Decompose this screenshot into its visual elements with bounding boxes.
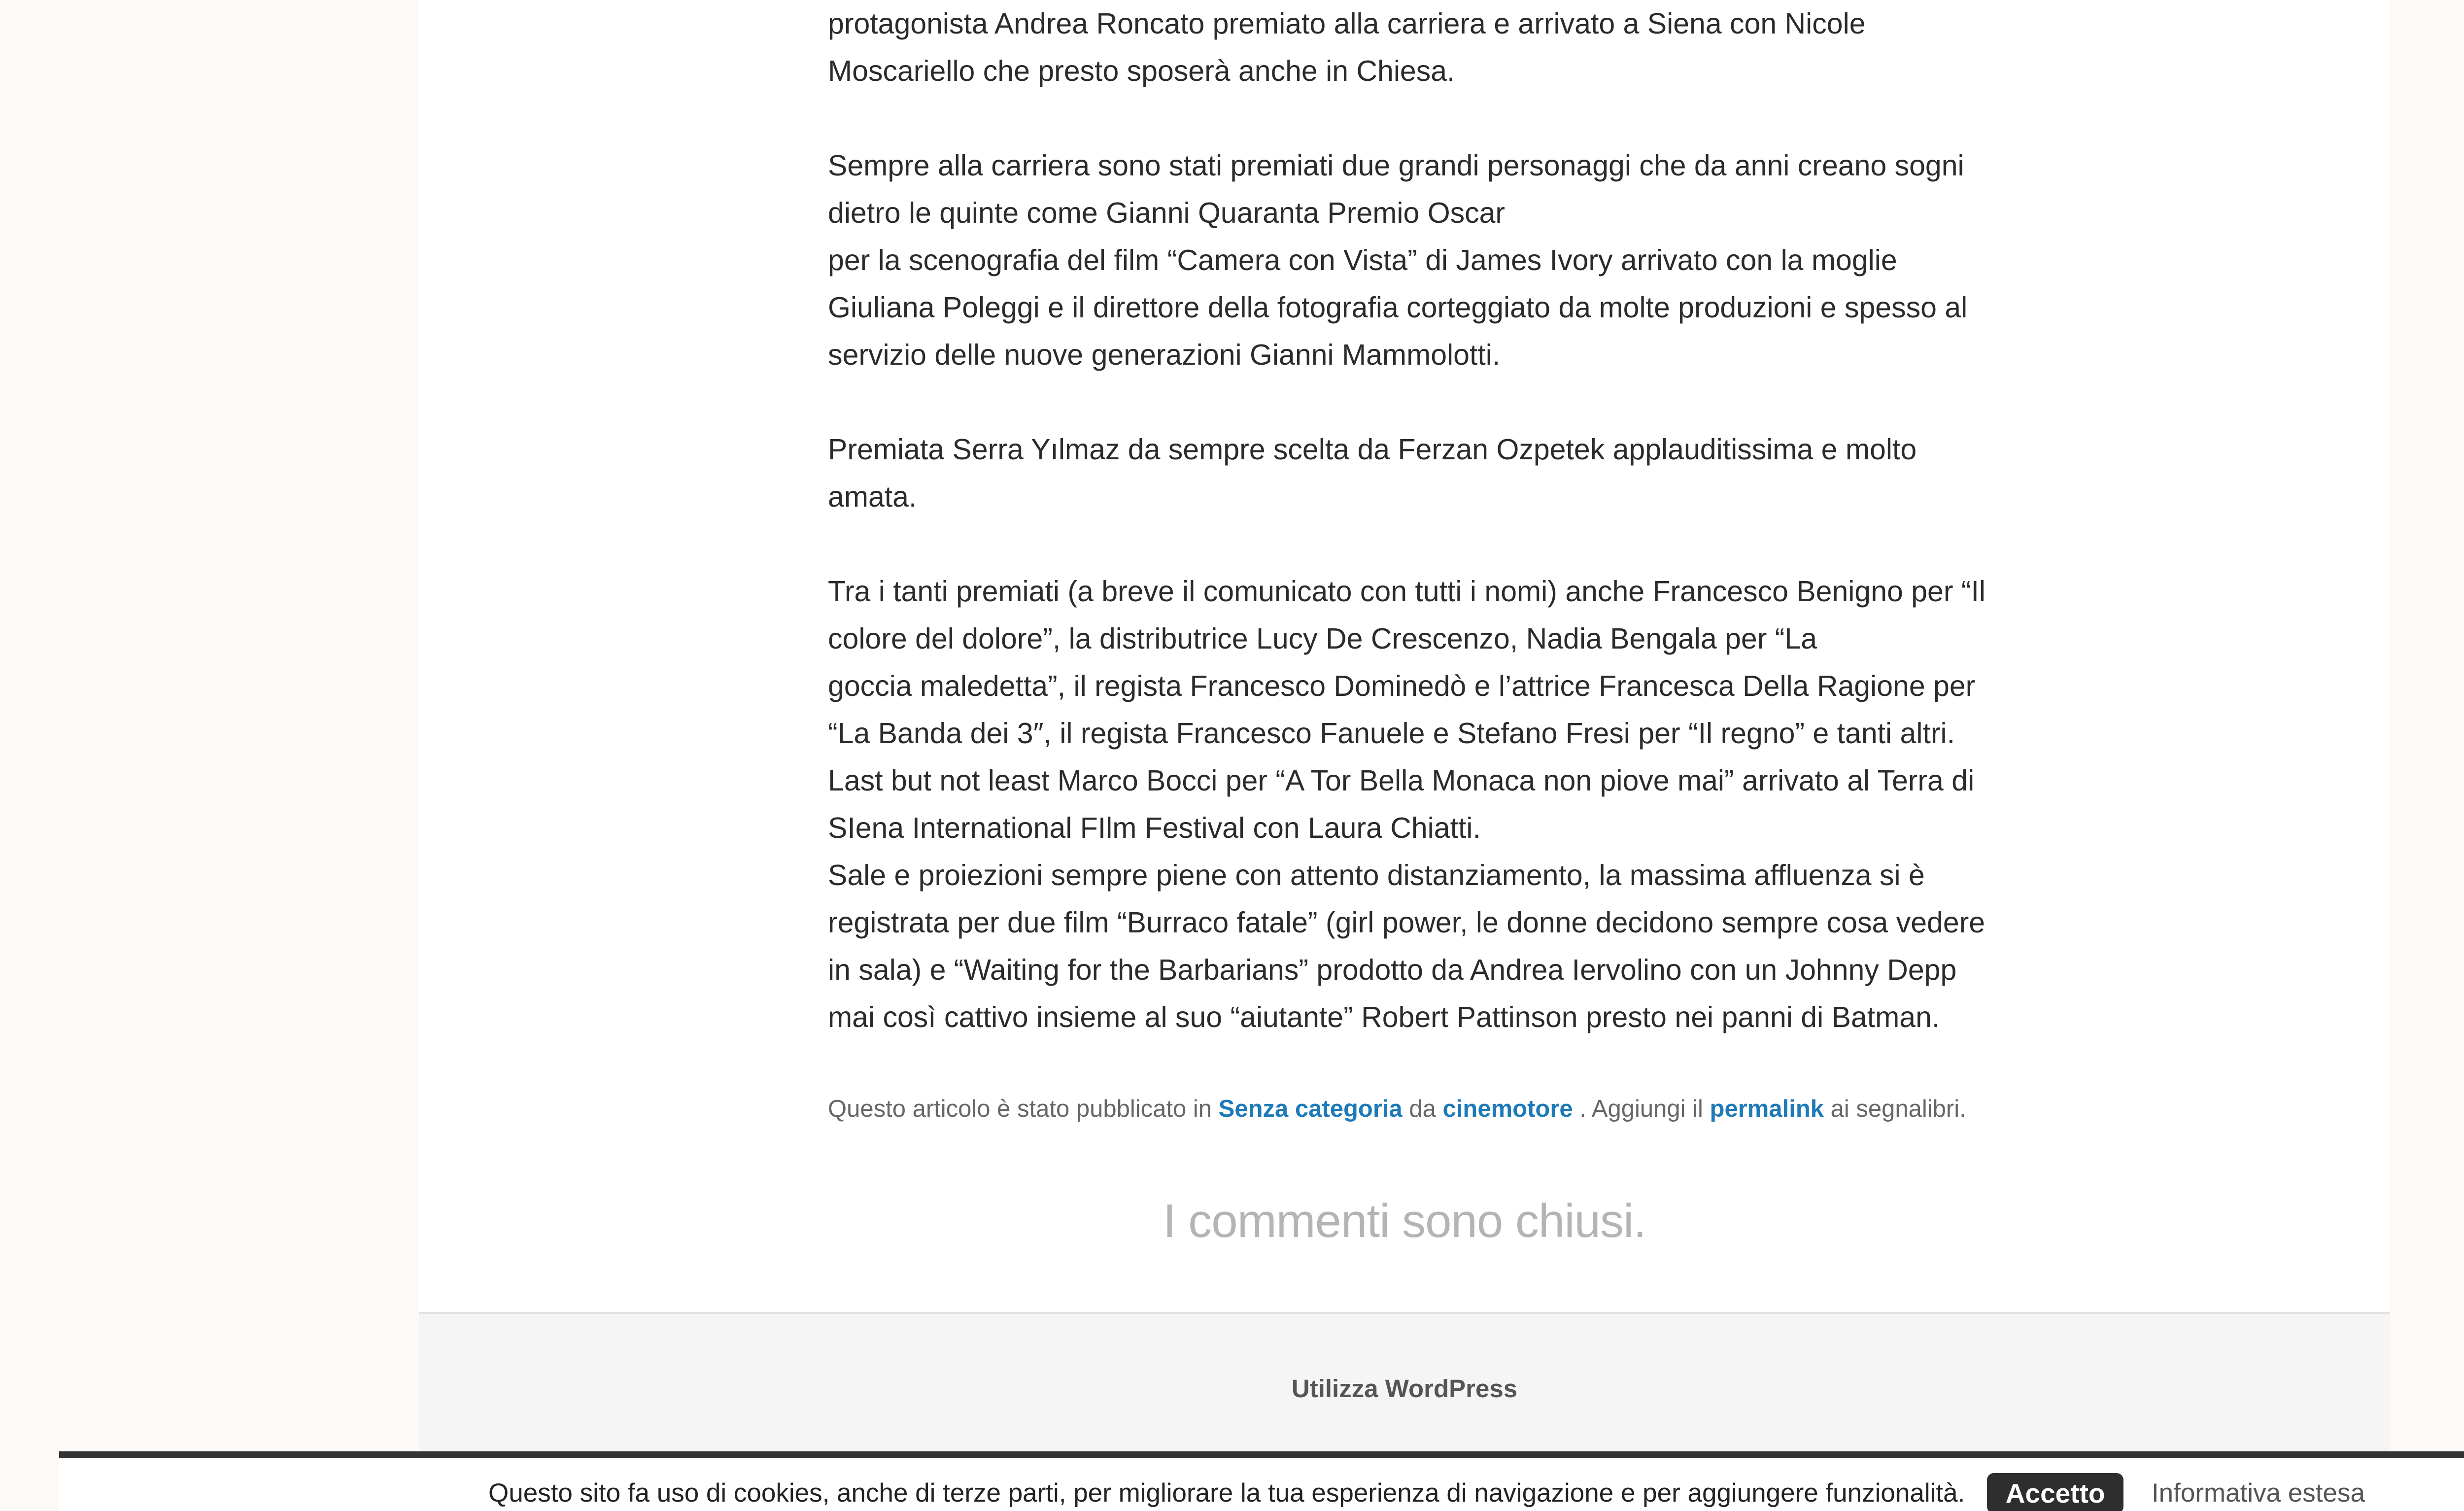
cookie-banner xyxy=(59,1451,2464,1511)
paragraph xyxy=(828,568,2020,1041)
text-line: dietro le quinte come Gianni Quaranta Premio Oscar xyxy=(828,197,1506,229)
meta-bookmark-text: . Aggiungi il xyxy=(1579,1096,1703,1122)
text-line: Sempre alla carriera sono stati premiati due grandi personaggi che da anni creano sogni xyxy=(828,149,1964,182)
text-line: SIena International FIlm Festival con Laura Chiatti. xyxy=(828,812,1481,844)
author-link[interactable]: cinemotore xyxy=(1442,1096,1573,1122)
text-line: goccia maledetta”, il regista Francesco Dominedò e l’attrice Francesca Della Ragione per xyxy=(828,670,1976,702)
category-link[interactable]: Senza categoria xyxy=(1218,1096,1403,1122)
text-line: colore del dolore”, la distributrice Lucy De Crescenzo, Nadia Bengala per “La xyxy=(828,622,1817,655)
paragraph xyxy=(828,0,2020,95)
paragraph xyxy=(828,426,2020,520)
text-line: mai così cattivo insieme al suo “aiutante” Robert Pattinson presto nei panni di Batman. xyxy=(828,1001,1940,1033)
accept-cookies-button[interactable]: Accetto xyxy=(1987,1473,2124,1511)
text-line: Moscariello che presto sposerà anche in Chiesa. xyxy=(828,55,1455,87)
text-line: Sale e proiezioni sempre piene con attento distanziamento, la massima affluenza si è xyxy=(828,859,1925,892)
paragraph xyxy=(828,142,2020,378)
text-line: Premiata Serra Yılmaz da sempre scelta da Ferzan Ozpetek applauditissima e molto xyxy=(828,433,1917,466)
meta-prefix: Questo articolo è stato pubblicato in xyxy=(828,1096,1212,1122)
text-line: Tra i tanti premiati (a breve il comunicato con tutti i nomi) anche Francesco Benigno per “Il xyxy=(828,575,1986,608)
text-line: amata. xyxy=(828,481,917,513)
cookie-banner-content xyxy=(59,1473,2464,1511)
text-line: registrata per due film “Burraco fatale” (girl power, le donne decidono sempre cosa vedere xyxy=(828,906,1985,939)
cookie-policy-link[interactable]: Informativa estesa xyxy=(2151,1478,2365,1508)
text-line: “La Banda dei 3″, il regista Francesco Fanuele e Stefano Fresi per “Il regno” e tanti altri. xyxy=(828,717,1955,750)
text-line: per la scenografia del film “Camera con Vista” di James Ivory arrivato con la moglie xyxy=(828,244,1897,276)
text-line: Last but not least Marco Bocci per “A Tor Bella Monaca non piove mai” arrivato al Terra di xyxy=(828,764,1975,797)
meta-suffix: ai segnalibri. xyxy=(1830,1096,1966,1122)
content-area xyxy=(419,0,2390,1312)
permalink-link[interactable]: permalink xyxy=(1710,1096,1824,1122)
text-line: Giuliana Poleggi e il direttore della fotografia corteggiato da molte produzioni e spesso al xyxy=(828,291,1968,324)
cookie-notice-text: Questo sito fa uso di cookies, anche di terze parti, per migliorare la tua esperienza di navigazione e per aggiungere funzionalità. xyxy=(488,1478,1965,1508)
text-line: in sala) e “Waiting for the Barbarians” prodotto da Andrea Iervolino con un Johnny Depp xyxy=(828,954,1957,986)
comments-closed-notice: I commenti sono chiusi. xyxy=(1163,1195,1646,1247)
wordpress-credit-link[interactable]: Utilizza WordPress xyxy=(1291,1374,1518,1403)
entry-meta xyxy=(828,1094,1966,1124)
article-body xyxy=(828,0,2020,1041)
text-line: protagonista Andrea Roncato premiato alla carriera e arrivato a Siena con Nicole xyxy=(828,7,1866,40)
text-line: servizio delle nuove generazioni Gianni Mammolotti. xyxy=(828,339,1501,371)
meta-by: da xyxy=(1409,1096,1436,1122)
